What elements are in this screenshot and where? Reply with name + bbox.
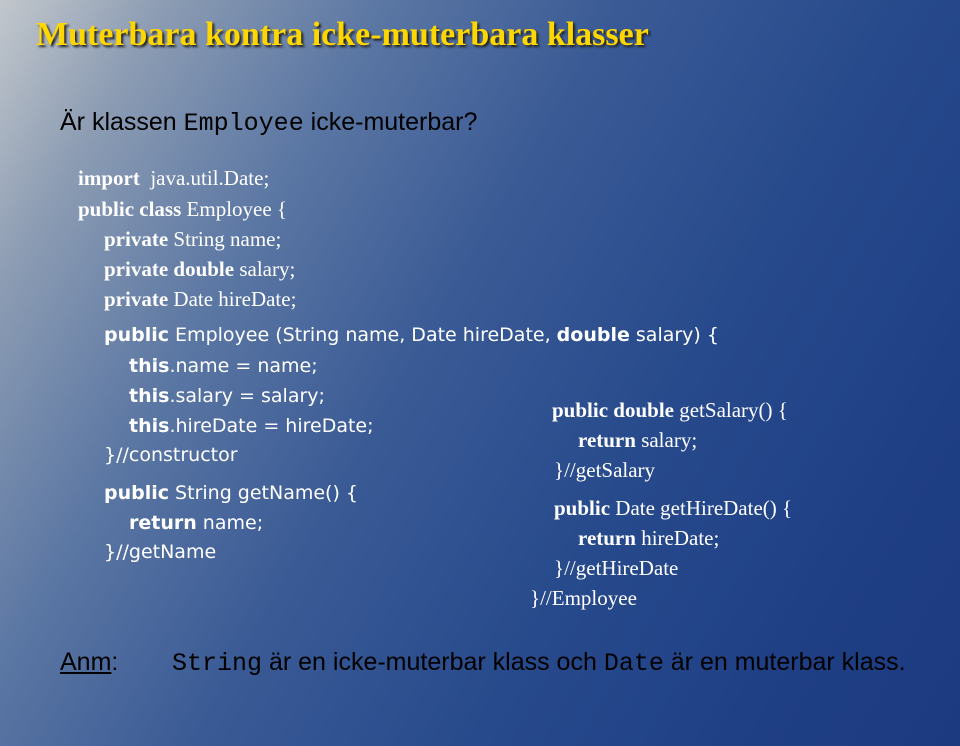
code-keyword: public [104, 324, 170, 346]
code-text: }//constructor [104, 444, 238, 466]
code-line-gethiredate-end [554, 556, 678, 581]
code-text: getSalary() { [673, 398, 788, 422]
question-prefix: Är klassen [60, 108, 177, 136]
code-text: Date getHireDate() { [610, 496, 793, 520]
code-line-constructor-end [104, 444, 238, 466]
code-text: java.util.Date; [139, 166, 270, 190]
code-keyword: public double [552, 398, 674, 422]
question-suffix: icke-muterbar? [310, 108, 478, 136]
code-line-gethiredate-return [578, 526, 719, 551]
question [60, 108, 477, 138]
code-line-constructor [104, 324, 719, 346]
note-date-type: Date [603, 649, 664, 678]
code-keyword: private [104, 287, 169, 311]
code-text: salary; [635, 428, 698, 452]
code-line-field-hiredate [104, 287, 296, 312]
code-line-getsalary [552, 398, 788, 423]
code-text: salary; [234, 257, 296, 281]
code-text: .hireDate = hireDate; [169, 415, 374, 437]
question-classname: Employee [183, 109, 304, 138]
code-line-this-hiredate [129, 415, 374, 437]
code-line-field-salary [104, 257, 295, 282]
code-line-getsalary-end [554, 458, 655, 483]
code-line-this-salary [129, 385, 325, 407]
code-keyword: this [129, 415, 170, 437]
code-text: }//getName [104, 541, 217, 563]
code-keyword: private [104, 227, 169, 251]
code-keyword: import [78, 166, 140, 190]
code-keyword: public [104, 482, 170, 504]
code-text: }//getHireDate [554, 556, 679, 580]
code-text: .name = name; [169, 355, 318, 377]
code-line-this-name [129, 355, 318, 377]
code-keyword: this [129, 385, 170, 407]
code-keyword: private double [104, 257, 235, 281]
note-middle: är en icke-muterbar klass och [262, 648, 604, 676]
code-keyword: public class [78, 197, 182, 221]
code-text: name; [196, 512, 264, 534]
code-text: String getName() { [169, 482, 359, 504]
code-text: }//Employee [530, 586, 637, 610]
code-text: String name; [168, 227, 282, 251]
note-end: är en muterbar klass. [663, 648, 906, 676]
code-text: Date hireDate; [168, 287, 297, 311]
code-keyword: return [578, 428, 636, 452]
code-line-gethiredate [554, 496, 792, 521]
code-text: }//getSalary [554, 458, 656, 482]
code-keyword: public [554, 496, 611, 520]
code-text: salary) { [629, 324, 719, 346]
code-line-getsalary-return [578, 428, 697, 453]
code-keyword: return [129, 512, 197, 534]
note-label-text: Anm [60, 648, 112, 676]
note-text [172, 648, 906, 678]
code-line-getname [104, 482, 358, 504]
code-text: hireDate; [635, 526, 720, 550]
code-line-field-name [104, 227, 281, 252]
code-line-class [78, 197, 287, 222]
note-string-type: String [172, 649, 263, 678]
code-line-getname-return [129, 512, 263, 534]
code-text: Employee { [181, 197, 287, 221]
note-colon: : [111, 648, 119, 676]
code-line-getname-end [104, 541, 216, 563]
code-text: Employee (String name, Date hireDate, [169, 324, 557, 346]
code-keyword: double [556, 324, 630, 346]
code-keyword: this [129, 355, 170, 377]
code-text: .salary = salary; [169, 385, 325, 407]
code-line-import [78, 166, 269, 191]
code-line-class-end [530, 586, 637, 611]
slide-title: Muterbara kontra icke-muterbara klasser [36, 16, 649, 53]
note-label [60, 648, 118, 677]
code-keyword: return [578, 526, 636, 550]
